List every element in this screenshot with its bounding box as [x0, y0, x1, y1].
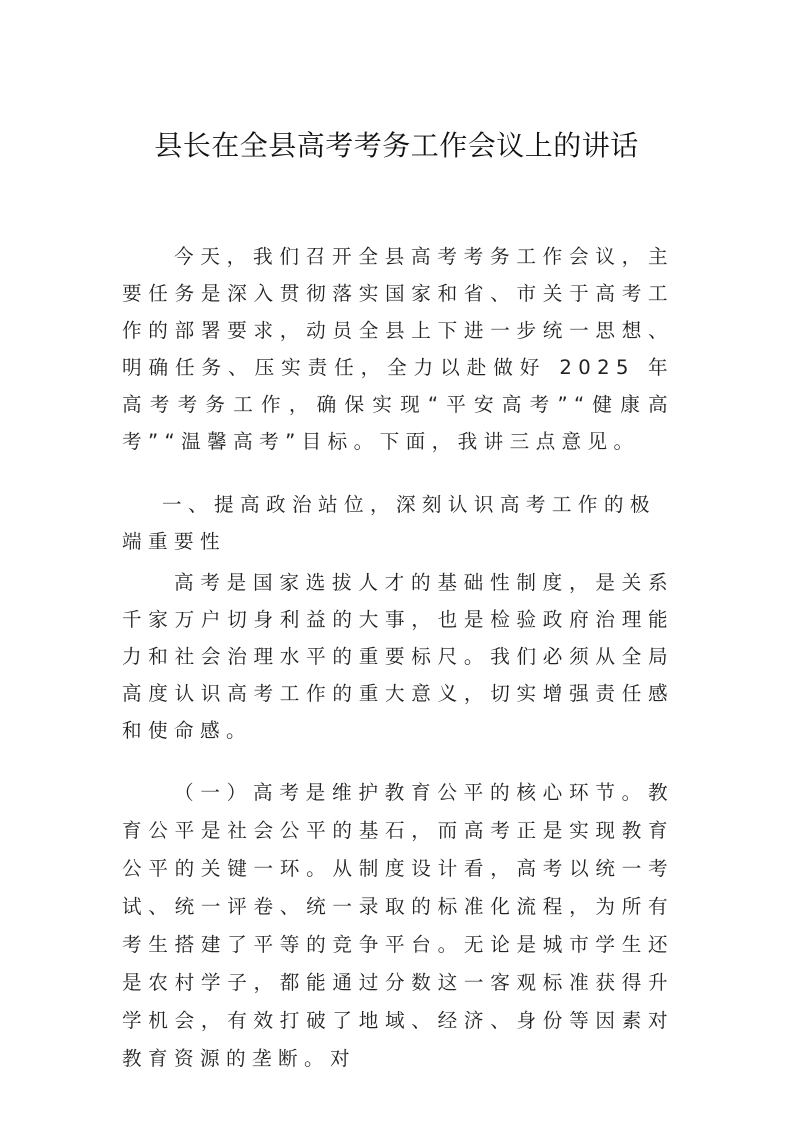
- subsection-1-paragraph: （一）高考是维护教育公平的核心环节。教育公平是社会公平的基石，而高考正是实现教育公平的关键一环。从制度设计看，高考以统一考试、统一评卷、统一录取的标准化流程，为所有考生搭建了平等的竞争平台。无论是城市学生还是农村学子，都能通过分数这一客观标准获得升学机会，有效打破了地域、经济、身份等因素对教育资源的垄断。对: [122, 781, 674, 1070]
- section-1-paragraph: 高考是国家选拔人才的基础性制度，是关系千家万户切身利益的大事，也是检验政府治理能力和社会治理水平的重要标尺。我们必须从全局高度认识高考工作的重大意义，切实增强责任感和使命感。: [122, 571, 674, 742]
- intro-paragraph: 今天，我们召开全县高考考务工作会议，主要任务是深入贯彻落实国家和省、市关于高考工作的部署要求，动员全县上下进一步统一思想、明确任务、压实责任，全力以赴做好 2025 年高考考务工作，确保实现“平安高考”“健康高考”“温馨高考”目标。下面，我讲三点意见。: [122, 245, 674, 453]
- section-heading-1: 一、提高政治站位，深刻认识高考工作的极端重要性: [122, 493, 656, 553]
- document-title: 县长在全县高考考务工作会议上的讲话: [154, 129, 639, 162]
